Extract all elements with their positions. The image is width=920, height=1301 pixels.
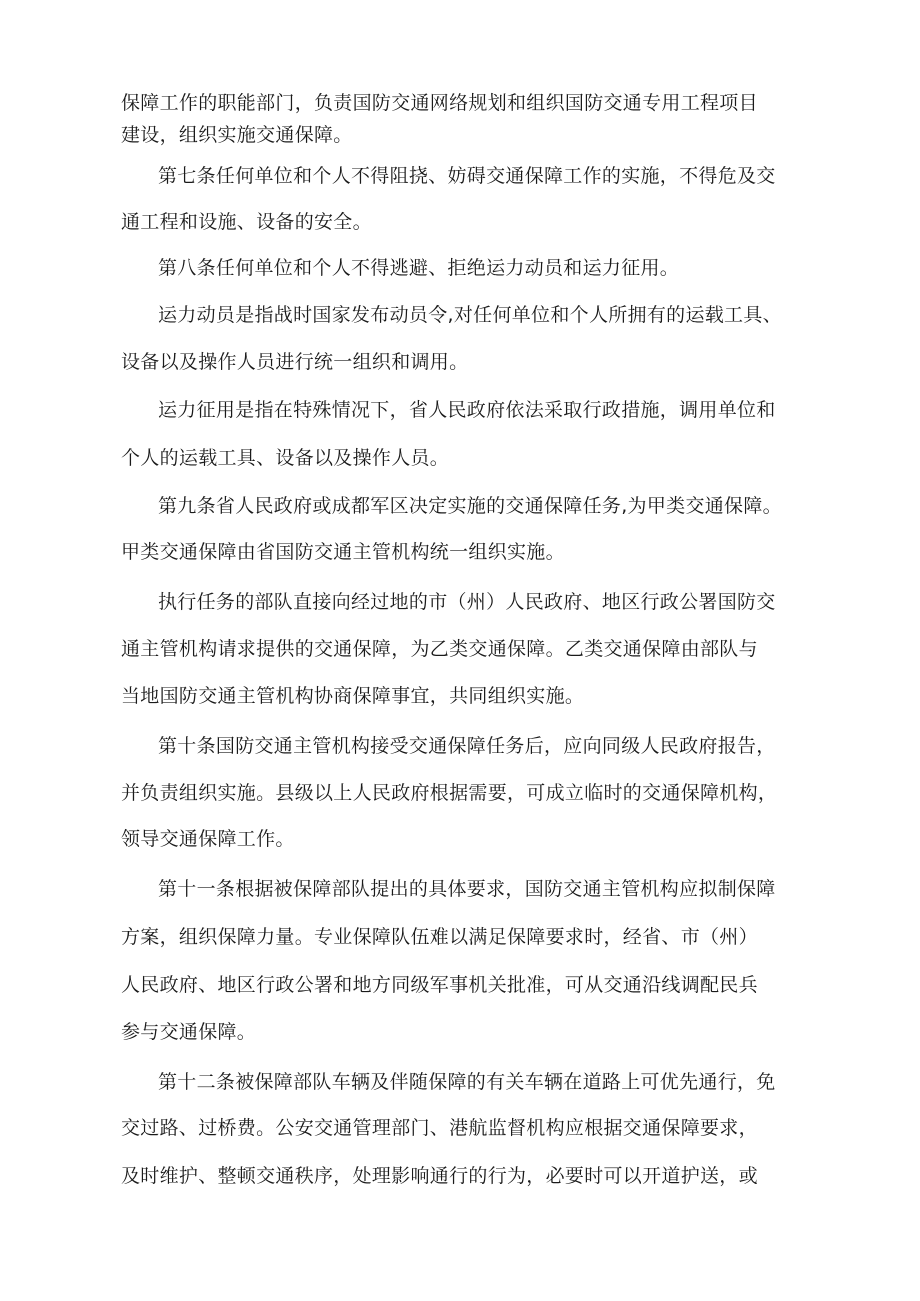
text-line: 甲类交通保障由省国防交通主管机构统一组织实施。 (121, 541, 565, 563)
text-line: 执行任务的部队直接向经过地的市（州）人民政府、地区行政公署国防交 (158, 591, 776, 613)
text-line: 交过路、过桥费。公安交通管理部门、港航监督机构应根据交通保障要求， (121, 1117, 758, 1139)
text-line: 参与交通保障。 (121, 1021, 257, 1043)
text-line: 通工程和设施、设备的安全。 (121, 211, 372, 233)
text-line: 个人的运载工具、设备以及操作人员。 (121, 447, 450, 469)
text-line: 建设，组织实施交通保障。 (121, 124, 353, 146)
text-line: 通主管机构请求提供的交通保障，为乙类交通保障。乙类交通保障由部队与 (121, 638, 758, 660)
text-line: 当地国防交通主管机构协商保障事宜，共同组织实施。 (121, 685, 585, 707)
text-line: 第八条任何单位和个人不得逃避、拒绝运力动员和运力征用。 (158, 257, 680, 279)
text-line: 及时维护、整顿交通秩序，处理影响通行的行为，必要时可以开道护送，或 (121, 1165, 758, 1187)
text-line: 第九条省人民政府或成都军区决定实施的交通保障任务,为甲类交通保障。 (158, 495, 782, 517)
text-line: 保障工作的职能部门，负责国防交通网络规划和组织国防交通专用工程项目 (121, 92, 758, 114)
text-line: 领导交通保障工作。 (121, 828, 295, 850)
text-line: 并负责组织实施。县级以上人民政府根据需要，可成立临时的交通保障机构， (121, 782, 778, 804)
text-line: 设备以及操作人员进行统一组织和调用。 (121, 351, 469, 373)
text-line: 运力动员是指战时国家发布动员令,对任何单位和个人所拥有的运载工具、 (158, 304, 782, 326)
text-line: 第十二条被保障部队车辆及伴随保障的有关车辆在道路上可优先通行，免 (158, 1071, 776, 1093)
text-line: 方案，组织保障力量。专业保障队伍难以满足保障要求时，经省、市（州） (121, 926, 758, 948)
text-line: 第七条任何单位和个人不得阻挠、妨碍交通保障工作的实施，不得危及交 (158, 165, 776, 187)
text-line: 人民政府、地区行政公署和地方同级军事机关批准，可从交通沿线调配民兵 (121, 974, 758, 996)
text-line: 第十一条根据被保障部队提出的具体要求，国防交通主管机构应拟制保障 (158, 878, 776, 900)
text-line: 第十条国防交通主管机构接受交通保障任务后，应向同级人民政府报告， (158, 735, 776, 757)
text-line: 运力征用是指在特殊情况下，省人民政府依法采取行政措施，调用单位和 (158, 399, 776, 421)
